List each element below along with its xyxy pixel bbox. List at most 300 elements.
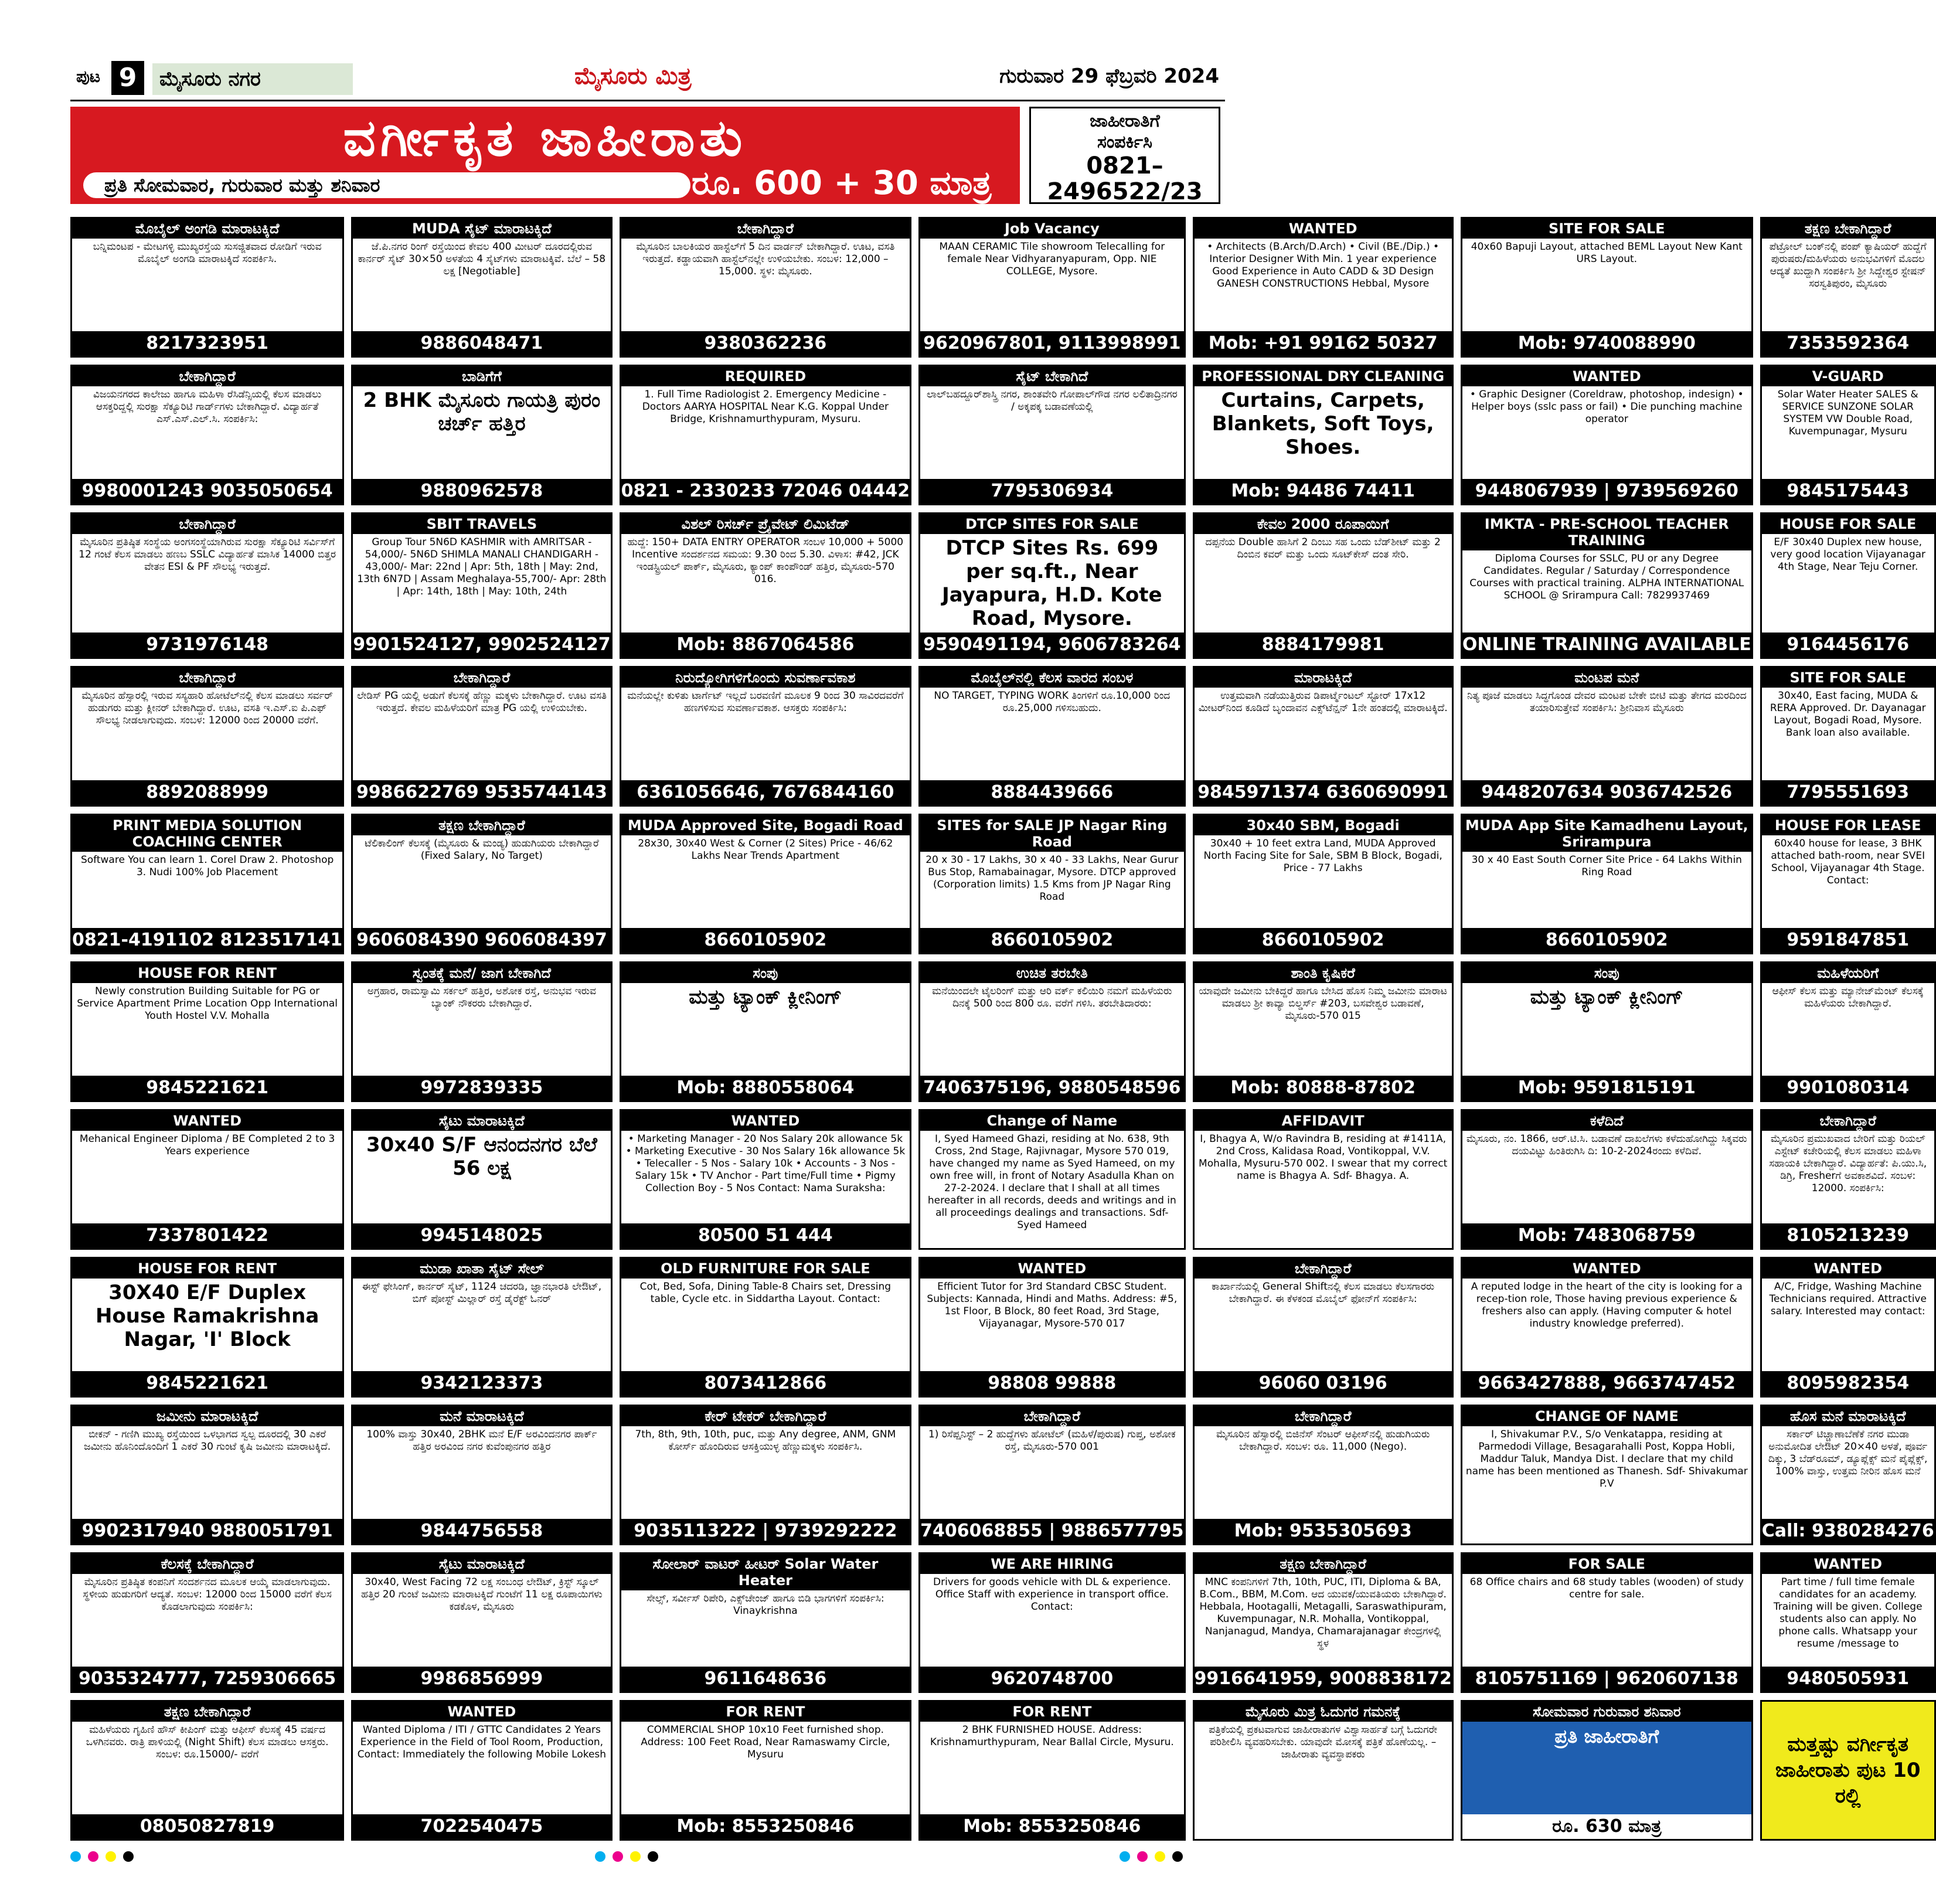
ad-heading: ಮನೆ ಮಾರಾಟಕ್ಕಿದೆ [353,1406,610,1426]
classified-ad [351,961,612,1102]
ad-body: 2 BHK FURNISHED HOUSE. Address: Krishnamurthypuram, Near Ballal Circle, Mysuru. [930,1724,1174,1748]
ad-heading: ತಕ್ಷಣ ಬೇಕಾಗಿದ್ದಾರೆ [353,815,610,835]
ad-body: ಮೈಸೂರಿನ ಹೆಸ್ಸಾರಲ್ಲಿ ಬಿಜಿನೆಸ್ ಸೆಂಟರ್ ಆಫೀಸ್‌ನಲ್ಲಿ ಹುಡುಗಿಯರು ಬೇಕಾಗಿದ್ದಾರೆ. ಸಂಬಳ: ರೂ. 11,000 (Nego). [1216,1429,1430,1453]
classified-ad [918,1109,1185,1250]
yellow-dot [1155,1851,1165,1862]
ad-heading: MUDA ಸೈಟ್ ಮಾರಾಟಕ್ಕಿದೆ [353,219,610,239]
ad-phone: 9945148025 [353,1223,610,1248]
ad-phone: 96060 03196 [1195,1371,1452,1396]
ad-body: ಬನ್ನಿಮಂಟಪ - ಮೇಟಗಳ್ಳಿ ಮುಖ್ಯರಸ್ತೆಯ ಸುಸಜ್ಜಿತವಾದ ರೋಡಿಗೆ ಇರುವ ಮೊಬೈಲ್ ಅಂಗಡಿ ಮಾರಾಟಕ್ಕಿದೆ ಸಂಪರ್ಕಿಸಿ. [93,241,322,265]
ad-body: ಮನೆಯಲ್ಲೇ ಕುಳಿತು ಟಾರ್ಗೆಟ್ ಇಲ್ಲದೆ ಬರವಣಿಗೆ ಮೂಲಕ 9 ರಿಂದ 30 ಸಾವಿರದವರೆಗೆ ಹಣಗಳಿಸುವ ಸುವರ್ಣಾವಕಾಶ. ಆಸಕ್ತರು ಸಂಪರ್ಕಿಸಿ: [627,690,904,714]
classified-ad [70,1552,344,1693]
ad-heading: ಬೇಕಾಗಿದ್ದಾರೆ [1762,1111,1934,1131]
classified-ad [1461,666,1753,807]
ad-body: 28x30, 30x40 West & Corner (2 Sites) Price - 46/62 Lakhs Near Trends Apartment [638,838,893,862]
issue-date: ಗುರುವಾರ 29 ಫೆಬ್ರವರಿ 2024 [999,64,1219,88]
ad-heading: ಮಾರಾಟಕ್ಕಿದೆ [1195,668,1452,688]
classified-ad [351,814,612,954]
ad-phone: 0821-4191102 8123517141 [72,928,342,953]
ad-body: ಮೈಸೂರಿನ ಪ್ರಮುಖವಾದ ಬೇರಿಗೆ ಮತ್ತು ರಿಯಲ್ ಎಸ್ಟೇಟ್ ಕಚೇರಿಯಲ್ಲಿ ಕೆಲಸ ಮಾಡಲು ಮಹಿಳಾ ಸಹಾಯಕಿ ಬೇಕಾಗಿದ್ದಾರೆ. ವಿದ್ಯಾರ್ಹತೆ: ಪಿ.ಯು.ಸಿ, ಡಿಗ್ರಿ, Fresherಗೆ ಅವಕಾಶವಿದೆ. ಸಂಬಳ: 12000. ಸಂಪರ್ಕಿಸಿ: [1769,1133,1927,1194]
ad-heading: ನಿರುದ್ಯೋಗಿಗಳಿಗೊಂದು ಸುವರ್ಣಾವಕಾಶ [621,668,910,688]
ad-heading: ಬೇಕಾಗಿದ್ದಾರೆ [920,1406,1183,1426]
classified-ad [70,666,344,807]
classified-ad [918,961,1185,1102]
ad-heading: WANTED [621,1111,910,1131]
ad-body: • Architects (B.Arch/D.Arch) • Civil (BE./Dip.) • Interior Designer With Min. 1 year experience Good Experience in Auto CADD & 3D Design GANESH CONSTRUCTIONS Hebbal, Mysore [1207,241,1440,290]
classified-ad [70,1257,344,1398]
classified-ad [1461,217,1753,358]
ad-phone: 9980001243 9035050654 [72,479,342,504]
ad-heading: FOR SALE [1462,1554,1751,1574]
ad-body: 2 BHK ಮೈಸೂರು ಗಾಯತ್ರಿ ಪುರಂ ಚರ್ಚ್ ಹತ್ತಿರ [363,389,601,436]
ad-phone: 9972839335 [353,1076,610,1100]
ad-heading: HOUSE FOR RENT [72,963,342,983]
ad-heading: DTCP SITES FOR SALE [920,514,1183,534]
ad-heading: ಸ್ವಂತಕ್ಕೆ ಮನೆ/ ಜಾಗ ಬೇಕಾಗಿದೆ [353,963,610,983]
ad-body: Curtains, Carpets, Blankets, Soft Toys, Shoes. [1212,389,1434,459]
ad-heading: ಕೆಲಸಕ್ಕೆ ಬೇಕಾಗಿದ್ದಾರೆ [72,1554,342,1574]
ad-heading: HOUSE FOR SALE [1762,514,1934,534]
black-dot [1172,1851,1183,1862]
black-dot [123,1851,134,1862]
ad-body: 30X40 E/F Duplex House Ramakrishna Nagar, 'I' Block [95,1281,319,1351]
ad-body: ಸೇಲ್ಸ್, ಸರ್ವೀಸ್ ರಿಪೇರಿ, ಎಕ್ಸ್‌ಚೇಂಜ್ ಹಾಗೂ ಬಿಡಿ ಭಾಗಗಳಿಗೆ ಸಂಪರ್ಕಿಸಿ: Vinaykrishna [647,1593,884,1617]
ad-body: ವಿಜಯನಗರದ ಕಾಲೇಜು ಹಾಗೂ ಮಹಿಳಾ ರೆಸಿಡೆನ್ಸಿಯಲ್ಲಿ ಕೆಲಸ ಮಾಡಲು ಆಸಕ್ತರಿದ್ದಲ್ಲಿ ಸುರಕ್ಷಾ ಸೆಕ್ಯೂರಿಟಿ ಗಾರ್ಡ್‌ಗಳು ಬೇಕಾಗಿದ್ದಾರೆ. ವಿದ್ಯಾರ್ಹತೆ ಎಸ್.ಎಸ್.ಎಲ್.ಸಿ. ಸಂಪರ್ಕಿಸಿ: [93,389,322,425]
ad-heading: ಬೇಕಾಗಿದ್ದಾರೆ [353,668,610,688]
ad-heading: ಬೇಕಾಗಿದ್ದಾರೆ [72,668,342,688]
ad-phone: Mob: 7483068759 [1462,1223,1751,1248]
classified-ad [1461,1700,1753,1841]
ad-heading: ಬೇಕಾಗಿದ್ದಾರೆ [72,366,342,386]
ad-heading: WE ARE HIRING [920,1554,1183,1574]
ad-phone: 9035113222 | 9739292222 [621,1519,910,1543]
cyan-dot [70,1851,81,1862]
ad-body: I, Shivakumar P.V., S/o Venkatappa, residing at Parmedodi Village, Besagarahalli Post, Koppa Hobli, Maddur Taluk, Mandya Dist. I declare that my child name has been mentioned as Thanesh. Sdf- Shivakumar P.V [1465,1429,1748,1490]
ad-body: I, Syed Hameed Ghazi, residing at No. 638, 9th Cross, 2nd Stage, Rajivnagar, Mysore 570 019, have changed my name as Syed Hameed, on my own free will, in front of Notary Asadulla Khan on 27-2-2024. I declare that I shall at all times hereafter in all records, deeds and writings and in all proceedings dealings and transactions. Sdf- Syed Hameed [927,1133,1176,1231]
classified-ad [1461,814,1753,954]
ad-body: Diploma Courses for SSLC, PU or any Degree Candidates. Regular / Saturday / Correspondence Courses with practical training. ALPHA INTERNATIONAL SCHOOL @ Srirampura Call: 7829937469 [1469,553,1744,601]
ad-body: A reputed lodge in the heart of the city is looking for a recep-tion role, Those having previous experience & freshers also can apply. (Having computer & hotel industry knowledge preferred). [1471,1281,1743,1330]
ad-phone: Mob: 9535305693 [1195,1519,1452,1543]
ad-phone: 9845175443 [1762,479,1934,504]
ad-heading: MUDA Approved Site, Bogadi Road [621,815,910,835]
ad-body: Part time / full time female candidates for an academy. Training will be given. College students also can apply. No phone calls. Whatsapp your resume /message to [1773,1576,1923,1650]
page-label: ಪುಟ [76,67,101,86]
classified-ad [351,1405,612,1545]
ad-body: ಬೀಕನ್ - ಗಣಿಗಿ ಮುಖ್ಯ ರಸ್ತೆಯಿಂದ ಒಳಭಾಗದ ಸ್ವಲ್ಪ ದೂರದಲ್ಲಿ 30 ಎಕರೆ ಜಮೀನು ಹೊನಿಂದೊಂದಿಗೆ 1 ಎಕರೆ 30 ಗುಂಟೆ ಕೃಷಿ ಜಮೀನು ಮಾರಾಟಕ್ಕಿದೆ. [84,1429,331,1453]
ad-heading: AFFIDAVIT [1195,1111,1452,1131]
classified-ad [1760,1257,1936,1398]
classified-ad [1760,666,1936,807]
classified-ad [351,365,612,505]
ad-body: ಈಸ್ಟ್ ಫೇಸಿಂಗ್, ಕಾರ್ನರ್ ಸೈಟ್, 1124 ಚದರಡಿ, ಜ್ಞಾನಭಾರತಿ ಲೇಔಟ್, ಬಿಗ್ ಪೋಸ್ಟ್ ಮಿಲ್ಲಾರ್ ರಸ್ತೆ ಡೈರೆಕ್ಟ್ ಓನರ್ [362,1281,602,1305]
ad-phone: Mob: 9591815191 [1462,1076,1751,1100]
ad-phone: 8095982354 [1762,1371,1934,1396]
banner-subtitle: ಪ್ರತಿ ಸೋಮವಾರ, ಗುರುವಾರ ಮತ್ತು ಶನಿವಾರ [83,172,690,198]
classified-ad [1193,365,1454,505]
classified-ad [70,1109,344,1250]
cyan-dot [1120,1851,1130,1862]
ad-heading: ಸಂಪು [621,963,910,983]
ad-heading: WANTED [920,1259,1183,1279]
ad-phone: 9901080314 [1762,1076,1934,1100]
ad-phone: ONLINE TRAINING AVAILABLE [1462,633,1751,657]
classified-ad [351,1257,612,1398]
ad-heading: HOUSE FOR RENT [72,1259,342,1279]
ad-heading: WANTED [1762,1554,1934,1574]
ad-phone: 80500 51 444 [621,1223,910,1248]
ad-heading: Job Vacancy [920,219,1183,239]
classified-ad [351,217,612,358]
ad-body: ಅಗ್ರಹಾರ, ರಾಮಸ್ವಾಮಿ ಸರ್ಕಲ್ ಹತ್ತಿರ, ಅಶೋಕ ರಸ್ತೆ, ಅನುಭವ ಇರುವ ಬ್ಯಾಂಕ್ ನೌಕರರು ಬೇಕಾಗಿದ್ದಾರೆ. [367,985,597,1009]
classified-ad [351,666,612,807]
ad-body: ಸರ್ಕಾರ್ ಟಿಚ್ಚಾಣಾಬೆಣೆಕೆ ನಗರ ಮುಡಾ ಅನುಮೋದಿತ ಲೇಔಟ್ 20×40 ಅಳತೆ, ಪೂರ್ವ ದಿಕ್ಕು, 3 ಬೆಡ್‌ರೂಮ್, ಡ್ಯೂಪ್ಲೆಕ್ಸ್ ಮನೆ ಪೈಪ್ಲೆಕ್ಸ್, 100% ವಾಸ್ತು, ಉತ್ತಮ ನೀರಿನ ಹೊಸ ಮನೆ [1768,1429,1928,1477]
classified-ad [620,1552,912,1693]
ad-phone: 9886048471 [353,331,610,356]
ad-phone: 7795551693 [1762,780,1934,805]
ad-phone: 8105213239 [1762,1223,1934,1248]
classified-ad [620,217,912,358]
contact-phone-1: 0821– [1086,152,1163,179]
ad-heading: ಸೋಲಾರ್ ವಾಟರ್ ಹೀಟರ್ Solar Water Heater [621,1554,910,1590]
ad-phone: 8217323951 [72,331,342,356]
ad-phone: 8660105902 [1195,928,1452,953]
classified-ad [70,1405,344,1545]
ad-body: 30x40, East facing, MUDA & RERA Approved. Dr. Dayanagar Layout, Bogadi Road, Mysore. Bank loan also available. [1770,690,1926,739]
ad-phone: 9448207634 9036742526 [1462,780,1751,805]
classified-ad [620,1700,912,1841]
newspaper-page [70,59,1934,1841]
ad-body: Solar Water Heater SALES & SERVICE SUNZONE SOLAR SYSTEM VW Double Road, Kuvempunagar, Mysuru [1777,389,1918,437]
ad-heading: ಬೇಕಾಗಿದ್ದಾರೆ [1195,1259,1452,1279]
ad-phone: 7406068855 | 9886577795 [920,1519,1183,1543]
ad-body: E/F 30x40 Duplex new house, very good location Vijayanagar 4th Stage, Near Teju Corner. [1770,536,1926,573]
classified-ad [918,217,1185,358]
ad-heading: ಕೇರ್ ಟೇಕರ್ ಬೇಕಾಗಿದ್ದಾರೆ [621,1406,910,1426]
ad-body: ನಿತ್ಯ ಪೂಜೆ ಮಾಡಲು ಸಿದ್ಧಗೊಂಡ ದೇವರ ಮಂಟಪ ಬೇಕೇ ಬೀಟಿ ಮತ್ತು ತೇಗದ ಮರದಿಂದ ತಯಾರಿಸುತ್ತೇವೆ ಸಂಪರ್ಕಿಸಿ: ಶ್ರೀನಿವಾಸ ಮೈಸೂರು [1467,690,1747,714]
ad-phone: 9845221621 [72,1076,342,1100]
ad-phone: 9845971374 6360690991 [1195,780,1452,805]
ad-body: DTCP Sites Rs. 699 per sq.ft., Near Jayapura, H.D. Kote Road, Mysore. [942,536,1162,630]
ad-body: ಪ್ರತಿ ಜಾಹೀರಾತಿಗೆ [1462,1722,1751,1814]
classified-ad [1193,512,1454,659]
ad-body: ಮತ್ತಷ್ಟು ವರ್ಗೀಕೃತ ಜಾಹೀರಾತು ಪುಟ 10 ರಲ್ಲಿ [1775,1733,1921,1808]
banner-price: ರೂ. 600 + 30 ಮಾತ್ರ [692,164,992,202]
ad-body: ಮೈಸೂರಿನ ಬಾಲಕಿಯರ ಹಾಸ್ಟೆಲ್‌ಗೆ 5 ದಿನ ವಾರ್ಡನ್ ಬೇಕಾಗಿದ್ದಾರೆ. ಊಟ, ವಸತಿ ಇರುತ್ತದೆ. ಕಡ್ಡಾಯವಾಗಿ ಹಾಸ್ಟೆಲ್‌ನಲ್ಲೇ ಉಳಿಯಬೇಕು. ಸಂಬಳ: 12,000 – 15,000. ಸ್ಥಳ: ಮೈಸೂರು. [636,241,895,277]
ad-heading: ಬೇಕಾಗಿದ್ದಾರೆ [621,219,910,239]
ad-heading: ಮಹಿಳೆಯರಿಗೆ [1762,963,1934,983]
ad-phone: 9480505931 [1762,1667,1934,1691]
ad-body: ದಪ್ಪನೆಯ Double ಹಾಸಿಗೆ 2 ದಿಂಬು ಸಹ ಒಂದು ಬೆಡ್‌ಶೀಟ್ ಮತ್ತು 2 ದಿಂಬಿನ ಕವರ್ ಮತ್ತು ಒಂದು ಸೂಟ್‌ಕೇಸ್ ದಂತ ಸೇರಿ. [1205,536,1441,560]
ad-body: ಮತ್ತು ಟ್ಯಾಂಕ್ ಕ್ಲೀನಿಂಗ್ [689,985,842,1009]
classified-ad [1760,1405,1936,1545]
ad-heading: ಸೈಟು ಮಾರಾಟಕ್ಕಿದೆ [353,1111,610,1131]
classified-ad [1461,961,1753,1102]
ad-phone: 0821 - 2330233 72046 04442 [621,479,910,504]
ad-phone: 9901524127, 9902524127 [353,633,610,657]
color-marks-left [70,1851,134,1863]
ad-body: ಟೆಲಿಕಾಲಿಂಗ್ ಕೆಲಸಕ್ಕೆ (ಮೈಸೂರು & ಮಂಡ್ಯ) ಹುಡುಗಿಯರು ಬೇಕಾಗಿದ್ದಾರೆ (Fixed Salary, No Target) [365,838,599,862]
classified-ad [70,512,344,659]
yellow-dot [630,1851,641,1862]
ad-phone: 8105751169 | 9620607138 [1462,1667,1751,1691]
ad-phone: 98808 99888 [920,1371,1183,1396]
ad-heading: ಕಳೆದಿದೆ [1462,1111,1751,1131]
ad-phone: Mob: 8880558064 [621,1076,910,1100]
ad-body: MAAN CERAMIC Tile showroom Telecalling for female Near Vidhyaranyapuram, Opp. NIE COLLEGE, Mysore. [939,241,1165,277]
ad-phone: 9845221621 [72,1371,342,1396]
ad-body: ಮೈಸೂರು, ನಂ. 1866, ಆರ್.ಟಿ.ಸಿ. ಬಡಾವಣೆ ದಾಖಲೆಗಳು ಕಳೆದುಹೋಗಿದ್ದು ಸಿಕ್ಕವರು ದಯವಿಟ್ಟು ಹಿಂತಿರುಗಿಸಿ ದಿ: 10-2-2024ರಂದು ಕಳೆದಿವೆ. [1466,1133,1747,1157]
ad-phone: 9611648636 [621,1667,910,1691]
ad-phone: 7353592364 [1762,331,1934,356]
ad-phone: 9986622769 9535744143 [353,780,610,805]
ad-phone: 9844756558 [353,1519,610,1543]
classified-ad [1193,814,1454,954]
ad-phone: Mob: 8553250846 [621,1814,910,1839]
ad-phone: 8892088999 [72,780,342,805]
ad-heading: 30x40 SBM, Bogadi [1195,815,1452,835]
magenta-dot [613,1851,623,1862]
ad-heading: PROFESSIONAL DRY CLEANING [1195,366,1452,386]
cyan-dot [595,1851,605,1862]
classified-ad [70,217,344,358]
ad-phone: 7795306934 [920,479,1183,504]
contact-line-1: ಜಾಹೀರಾತಿಗೆ [1090,111,1160,131]
ad-body: 60x40 house for lease, 3 BHK attached bath-room, near SVEI School, Vijayanagar 4th Stage. Contact: [1771,838,1925,886]
ad-phone: ರೂ. 630 ಮಾತ್ರ [1462,1814,1751,1839]
ad-phone: 9164456176 [1762,633,1934,657]
classified-ad [620,1405,912,1545]
ad-body: Group Tour 5N6D KASHMIR with AMRITSAR - 54,000/- 5N6D SHIMLA MANALI CHANDIGARH - 43,000/- Mar: 22nd | Apr: 5th, 18th | May: 2nd, 13th 6N7D | Assam Meghalaya-55,700/- Apr: 28th | Apr: 14th, 18th | May: 10th, 24th [357,536,607,597]
brand-logo: ಮೈಸೂರು ಮಿತ್ರ [574,62,692,90]
magenta-dot [1137,1851,1148,1862]
ad-heading: HOUSE FOR LEASE [1762,815,1934,835]
classified-ad [351,512,612,659]
ad-body: 68 Office chairs and 68 study tables (wooden) of study centre for sale. [1469,1576,1744,1600]
ad-phone: 9880962578 [353,479,610,504]
classified-ad [918,1257,1185,1398]
classified-ad [1193,666,1454,807]
ad-phone: 9448067939 | 9739569260 [1462,479,1751,504]
ad-body: 30 x 40 East South Corner Site Price - 64 Lakhs Within Ring Road [1471,854,1742,878]
classified-ad [1193,1109,1454,1250]
ad-heading: CHANGE OF NAME [1462,1406,1751,1426]
ad-phone: 9902317940 9880051791 [72,1519,342,1543]
ad-heading: PRINT MEDIA SOLUTION COACHING CENTER [72,815,342,852]
ad-heading: ಸಂಪು [1462,963,1751,983]
ad-heading: WANTED [1195,219,1452,239]
ad-body: Wanted Diploma / ITI / GTTC Candidates 2 Years Experience in the Field of Tool Room, Production, Contact: Immediately the following Mobile Lokesh [357,1724,607,1760]
ad-phone: Call: 9380284276 [1762,1519,1934,1543]
yellow-dot [106,1851,116,1862]
ad-heading: ಉಚಿತ ತರಬೇತಿ [920,963,1183,983]
classified-ad [918,1405,1185,1545]
classified-ad [1193,1552,1454,1693]
ad-body: ಮತ್ತು ಟ್ಯಾಂಕ್ ಕ್ಲೀನಿಂಗ್ [1530,985,1683,1009]
ad-phone: 8660105902 [621,928,910,953]
ad-heading: Change of Name [920,1111,1183,1131]
ad-phone: Mob: 94486 74411 [1195,479,1452,504]
ad-heading: ತಕ್ಷಣ ಬೇಕಾಗಿದ್ದಾರೆ [72,1702,342,1722]
ad-body: 30x40, West Facing 72 ಲಕ್ಷ ಸಂಬಂಧ ಲೇಔಟ್, ಕ್ರಿಸ್ಟ್ ಸ್ಕೂಲ್ ಹತ್ತಿರ 20 ಗುಂಟೆ ಜಮೀನು ಮಾರಾಟಕ್ಕಿದೆ ಗುಂಟೆಗೆ 11 ಲಕ್ಷ ರೂಪಾಯಿಗಳು ಕಡಕೊಳ, ಮೈಸೂರು [361,1576,603,1613]
classified-ad [620,666,912,807]
ad-heading: ಸೈಟು ಮಾರಾಟಕ್ಕಿದೆ [353,1554,610,1574]
classified-ad [351,1552,612,1693]
classified-ad [1760,814,1936,954]
ad-body: ಮಹಿಳೆಯರು ಗೃಹಿಣಿ ಹೌಸ್ ಕೀಪಿಂಗ್ ಮತ್ತು ಆಫೀಸ್ ಕೆಲಸಕ್ಕೆ 45 ವರ್ಷದ ಒಳಗಿನವರು. ರಾತ್ರಿ ಪಾಳಿಯಲ್ಲಿ (Night Shift) ಕೆಲಸ ಮಾಡಲು ಆಸಕ್ತರು. ಸಂಬಳ: ರೂ.15000/- ವರೆಗೆ [86,1724,329,1760]
classified-ad [1461,512,1753,659]
contact-phone-2: 2496522/23 [1047,178,1203,205]
color-marks-center [595,1851,658,1863]
ad-body: ಮೈಸೂರಿನ ಪ್ರತಿಷ್ಠಿತ ಕಂಪನಿಗೆ ಸಂದರ್ಶನದ ಮೂಲಕ ಆಯ್ಕೆ ಮಾಡಲಾಗುವುದು. ಸ್ಥಳೀಯ ಹುಡುಗರಿಗೆ ಆದ್ಯತೆ. ಸಂಬಳ: 12000 ರಿಂದ 15000 ವರೆಗೆ ಕೆಲಸ ಕೊಡಲಾಗುವುದು ಸಂಪರ್ಕಿಸಿ: [83,1576,332,1613]
ad-body: Efficient Tutor for 3rd Standard CBSC Student. Subjects: Kannada, Hindi and Maths. Address: #5, 1st Floor, B Block, 80 feet Road, 3rd Stage, Vijayanagar, Mysore-570 017 [927,1281,1178,1330]
ad-heading: ವಿಶಲ್ ರಿಸರ್ಚ್ ಪ್ರೈವೇಟ್ ಲಿಮಿಟೆಡ್ [621,514,910,534]
ad-body: A/C, Fridge, Washing Machine Technicians required. Attractive salary. Interested may contact: [1769,1281,1927,1317]
classified-ad [1461,1552,1753,1693]
classified-ad [1461,1257,1753,1398]
ad-heading: V-GUARD [1762,366,1934,386]
ad-body: • Graphic Designer (Coreldraw, photoshop, indesign) • Helper boys (sslc pass or fail) • Die punching machine operator [1469,389,1744,425]
ad-heading: ಸೈಟ್ ಬೇಕಾಗಿದೆ [920,366,1183,386]
ad-heading: ತಕ್ಷಣ ಬೇಕಾಗಿದ್ದಾರೆ [1195,1554,1452,1574]
ad-heading: SITE FOR SALE [1462,219,1751,239]
ad-phone: 8884439666 [920,780,1183,805]
classified-ad [1461,1109,1753,1250]
classified-ad [70,814,344,954]
ad-heading: OLD FURNITURE FOR SALE [621,1259,910,1279]
ad-heading: ಮೊಬೈಲ್‌ನಲ್ಲಿ ಕೆಲಸ ವಾರದ ಸಂಬಳ [920,668,1183,688]
contact-line-2: ಸಂಪರ್ಕಿಸಿ [1097,132,1152,152]
ad-phone: Mob: +91 99162 50327 [1195,331,1452,356]
ad-body: ಪತ್ರಿಕೆಯಲ್ಲಿ ಪ್ರಕಟವಾಗುವ ಜಾಹೀರಾತುಗಳ ವಿಶ್ವಾಸಾರ್ಹತೆ ಬಗ್ಗೆ ಓದುಗರೇ ಪರಿಶೀಲಿಸಿ ವ್ಯವಹರಿಸಬೇಕು. ಯಾವುದೇ ಮೋಸಕ್ಕೆ ಪತ್ರಿಕೆ ಹೊಣೆಯಲ್ಲ. –ಜಾಹೀರಾತು ವ್ಯವಸ್ಥಾಪಕರು [1209,1724,1438,1760]
ad-phone: 7406375196, 9880548596 [920,1076,1183,1100]
ad-body: Mehanical Engineer Diploma / BE Completed 2 to 3 Years experience [79,1133,335,1157]
ad-heading: MUDA App Site Kamadhenu Layout, Srirampura [1462,815,1751,852]
ad-phone: 9035324777, 7259306665 [72,1667,342,1691]
ad-body: ಪೆಟ್ರೋಲ್ ಬಂಕ್‌ನಲ್ಲಿ ಪಂಪ್ ಕ್ಯಾಷಿಯರ್ ಹುದ್ದೆಗೆ ಪುರುಷರು/ಮಹಿಳೆಯರು ಅನುಭವಿಗಳಿಗೆ ಮೊದಲ ಆದ್ಯತೆ ಖುದ್ದಾಗಿ ಸಂಪರ್ಕಿಸಿ ಶ್ರೀ ಸಿದ್ದೇಶ್ವರ ಸ್ಟೇಷನ್ ಸರಸ್ವತಿಪುರಂ, ಮೈಸೂರು [1769,241,1927,290]
ad-heading: ಶಾಂತಿ ಕೃಷಿಕರೆ [1195,963,1452,983]
ad-phone: 9606084390 9606084397 [353,928,610,953]
classified-ad [1193,961,1454,1102]
ad-phone: Mob: 9740088990 [1462,331,1751,356]
top-strip [70,59,1225,101]
section-title: ಮೈಸೂರು ನಗರ [152,63,353,95]
classified-ad [1760,365,1936,505]
page-number: 9 [111,61,144,95]
ad-heading: SITES for SALE JP Nagar Ring Road [920,815,1183,852]
ad-body: Drivers for goods vehicle with DL & experience. Office Staff with experience in transport office. Contact: [933,1576,1171,1613]
classified-ad [70,365,344,505]
black-dot [648,1851,658,1862]
ad-body: 1. Full Time Radiologist 2. Emergency Medicine - Doctors AARYA HOSPITAL Near K.G. Koppal Under Bridge, Krishnamurthypuram, Mysuru. [642,389,889,425]
ad-heading: IMKTA - PRE-SCHOOL TEACHER TRAINING [1462,514,1751,550]
ad-body: Software You can learn 1. Corel Draw 2. Photoshop 3. Nudi 100% Job Placement [80,854,334,878]
ad-body: 100% ವಾಸ್ತು 30x40, 2BHK ಮನೆ E/F ಅರವಿಂದನಗರ ಪಾರ್ಕ್ ಹತ್ತಿರ ಅರವಿಂದ ನಗರ ಕುವೆಂಪುನಗರ ಹತ್ತಿರ [366,1429,597,1453]
ad-body: MNC ಕಂಪನಿಗಳಿಗೆ 7th, 10th, PUC, ITI, Diploma & BA, B.Com., BBM, M.Com. ಆದ ಯುವಕ/ಯುವತಿಯರು ಬೇಕಾಗಿದ್ದಾರೆ. Hebbala, Hootagalli, Metagalli, Saraswathipuram, Kuvempunagar, N.R. Mohalla, Vontikoppal, Nanjanagud, Mandya, Chamarajanagar ಕೇಂದ್ರಗಳಲ್ಲಿ ಸ್ಥಳ [1199,1576,1447,1650]
classified-ad [1461,1405,1753,1545]
ad-phone: Mob: 8867064586 [621,633,910,657]
ad-phone: 9663427888, 9663747452 [1462,1371,1751,1396]
ad-body: • Marketing Manager - 20 Nos Salary 20k allowance 5k • Marketing Executive - 30 Nos Salary 16k allowance 5k • Telecaller - 5 Nos - Salary 10k • Accounts - 3 Nos - Salary 15k • TV Anchor - Part time/Full time • Pigmy Collection Boy - 5 Nos Contact: Nama Suraksha: [625,1133,906,1194]
ad-body: ಆಫೀಸ್ ಕೆಲಸ ಮತ್ತು ಮ್ಯಾನೇಜ್‌ಮೆಂಟ್ ಕೆಲಸಕ್ಕೆ ಮಹಿಳೆಯರು ಬೇಕಾಗಿದ್ದಾರೆ. [1772,985,1924,1009]
ad-heading: ಬೇಕಾಗಿದ್ದಾರೆ [1195,1406,1452,1426]
ad-body: COMMERCIAL SHOP 10x10 Feet furnished shop. Address: 100 Feet Road, Near Ramaswamy Circle, Mysuru [641,1724,890,1760]
classified-ad [1760,512,1936,659]
classified-ad [70,1700,344,1841]
ad-body: NO TARGET, TYPING WORK ತಿಂಗಳಿಗೆ ರೂ.10,000 ರಿಂದ ರೂ.25,000 ಗಳಿಸಬಹುದು. [934,690,1171,714]
ad-body: ಮನೆಯಿಂದಲೇ ಟೈಲರಿಂಗ್ ಮತ್ತು ಆರಿ ವರ್ಕ್ ಕಲಿಯಿರಿ ನಮಗೆ ಮಹಿಳೆಯರು ದಿನಕ್ಕೆ 500 ರಿಂದ 800 ರೂ. ವರೆಗೆ ಗಳಿಸಿ. ತರಬೇತಿದಾರರು: [932,985,1172,1009]
color-marks-right [1120,1851,1183,1863]
classified-ad [620,512,912,659]
ad-body: 30x40 S/F ಆನಂದನಗರ ಬೆಲೆ 56 ಲಕ್ಷ [366,1133,597,1180]
ad-phone: 08050827819 [72,1814,342,1839]
ad-heading: ಕೇವಲ 2000 ರೂಪಾಯಿಗೆ [1195,514,1452,534]
ad-heading: ಸೋಮವಾರ ಗುರುವಾರ ಶನಿವಾರ [1462,1702,1751,1722]
ad-phone: 9591847851 [1762,928,1934,953]
ad-body: 30x40 + 10 feet extra Land, MUDA Approved North Facing Site for Sale, SBM B Block, Bogadi, Price - 77 Lakhs [1203,838,1442,874]
ad-heading: REQUIRED [621,366,910,386]
classified-grid [70,217,1934,1841]
classified-ad [1760,217,1936,358]
classified-ad [918,814,1185,954]
ad-heading: WANTED [1462,366,1751,386]
ad-body: ಲೇಡಿಸ್ PG ಯಲ್ಲಿ ಅಡುಗೆ ಕೆಲಸಕ್ಕೆ ಹೆಣ್ಣು ಮಕ್ಕಳು ಬೇಕಾಗಿದ್ದಾರೆ. ಊಟ ವಸತಿ ಇರುತ್ತದೆ. ಕೇವಲ ಮಹಿಳೆಯರಿಗೆ ಮಾತ್ರ PG ಯಲ್ಲಿ ಉಳಿಯಬೇಕು. [356,690,607,714]
ad-phone: 8660105902 [1462,928,1751,953]
ad-body: ಮೈಸೂರಿನ ಪ್ರತಿಷ್ಠಿತ ಸಂಸ್ಥೆಯ ಅಂಗಸಂಸ್ಥೆಯಾಗಿರುವ ಸುರಕ್ಷಾ ಸೆಕ್ಯೂರಿಟಿ ಸರ್ವಿಸ್‌ಗೆ 12 ಗಂಟೆ ಕೆಲಸ ಮಾಡಲು ಹಣಬ SSLC ವಿದ್ಯಾರ್ಹತೆ ಮಾಸಿಕ 14000 ಬಿತ್ತರ ವೇತನ ESI & PF ಸೌಲಭ್ಯ ಇರುತ್ತದೆ. [79,536,336,573]
classified-ad [351,1109,612,1250]
ad-heading: SBIT TRAVELS [353,514,610,534]
ad-heading: ಮುಡಾ ಖಾತಾ ಸೈಟ್ ಸೇಲ್ [353,1259,610,1279]
classified-ad [1193,217,1454,358]
ad-phone: 6361056646, 7676844160 [621,780,910,805]
ad-phone: 8660105902 [920,928,1183,953]
ad-heading: ಜಮೀನು ಮಾರಾಟಕ್ಕಿದೆ [72,1406,342,1426]
ad-phone: 9916641959, 9008838172 [1195,1667,1452,1691]
classified-ad [1760,1552,1936,1693]
classified-ad [351,1700,612,1841]
ad-body: 20 x 30 - 17 Lakhs, 30 x 40 - 33 Lakhs, Near Gurur Bus Stop, Ramabainagar, Mysore. DTCP approved (Corporation limits) 1.5 Kms from JP Nagar Ring Road [926,854,1179,903]
ad-phone: 7022540475 [353,1814,610,1839]
ad-phone: Mob: 80888-87802 [1195,1076,1452,1100]
ad-heading: SITE FOR SALE [1762,668,1934,688]
ad-heading: ಮಂಟಪ ಮನೆ [1462,668,1751,688]
ad-body: ಮೈಸೂರಿನ ಹೆಸ್ಸಾರಲ್ಲಿ ಇರುವ ಸಸ್ಯಹಾರಿ ಹೋಟೆಲ್‌ನಲ್ಲಿ ಕೆಲಸ ಮಾಡಲು ಸರ್ವರ್ ಹುಡುಗರು ಮತ್ತು ಕ್ಲೀನರ್ ಬೇಕಾಗಿದ್ದಾರೆ. ಊಟ, ವಸತಿ ಇ.ಎಸ್.ಐ ಪಿ.ಎಫ್ ಸೌಲಭ್ಯ ನೀಡಲಾಗುವುದು. ಸಂಬಳ: 12000 ರಿಂದ 20000 ವರೆಗೆ. [81,690,333,726]
classified-ad [1760,961,1936,1102]
classified-ad [1193,1257,1454,1398]
classified-ad [620,365,912,505]
ad-phone: 9380362236 [621,331,910,356]
classified-ad [620,961,912,1102]
ad-body: 40x60 Bapuji Layout, attached BEML Layout New Kant URS Layout. [1471,241,1743,265]
ad-phone: 9731976148 [72,633,342,657]
classified-ad [1193,1700,1454,1841]
ad-heading: ಮೈಸೂರು ಮಿತ್ರ ಓದುಗರ ಗಮನಕ್ಕೆ [1195,1702,1452,1722]
classified-ad [1760,1109,1936,1250]
ad-body: ಹುದ್ದೆ: 150+ DATA ENTRY OPERATOR ಸಂಬಳ 10,000 + 5000 Incentive ಸಂದರ್ಶನದ ಸಮಯ: 9.30 ರಿಂದ 5.30. ವಿಳಾಸ: #42, JCK ಇಂಡಸ್ಟ್ರಿಯಲ್ ಪಾರ್ಕ್, ಮೈಸೂರು, ಕ್ಯಾಂಪ್ ಕಾಂಪೌಂಡ್ ಹತ್ತಿರ, ಮೈಸೂರು-570 016. [627,536,904,585]
ad-heading: FOR RENT [621,1702,910,1722]
classified-ad [918,1700,1185,1841]
classified-banner [70,107,1020,204]
ad-body: Newly constrution Building Suitable for PG or Service Apartment Prime Location Opp International Youth Hostel V.V. Mohalla [77,985,338,1022]
banner-title: ವರ್ಗೀಕೃತ ಜಾಹೀರಾತು [343,109,747,168]
classified-ad [70,961,344,1102]
classified-ad [620,1109,912,1250]
classified-ad [1461,365,1753,505]
ad-phone: 8073412866 [621,1371,910,1396]
ad-heading: ಬಾಡಿಗೆಗೆ [353,366,610,386]
classified-ad [1193,1405,1454,1545]
ad-phone: 7337801422 [72,1223,342,1248]
